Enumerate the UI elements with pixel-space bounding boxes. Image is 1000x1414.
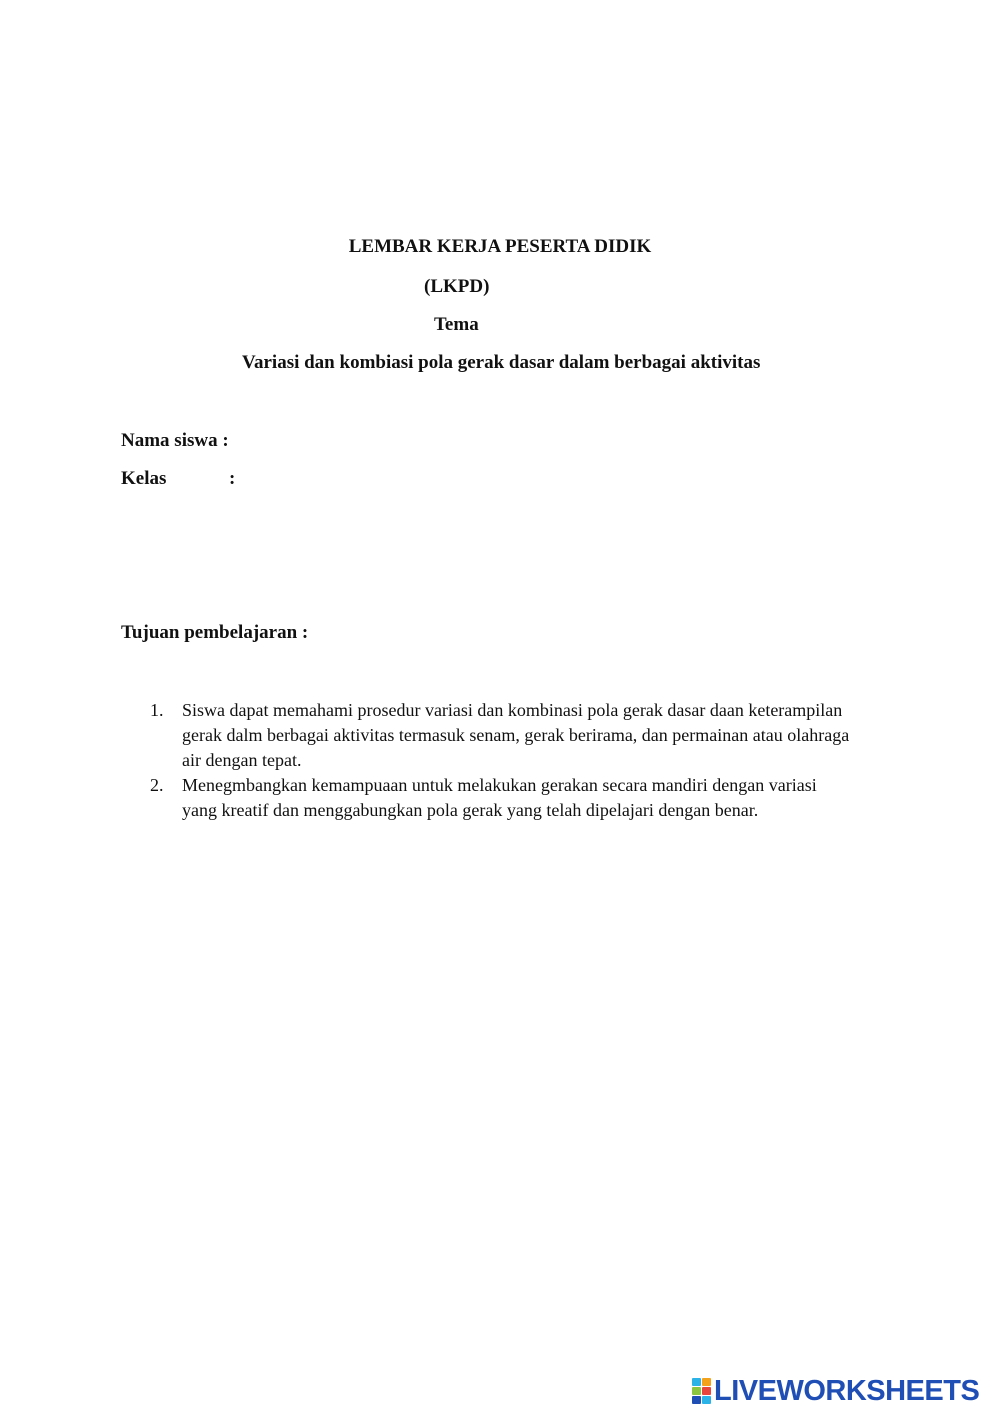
class-label: Kelas	[121, 468, 167, 489]
logo-tile	[692, 1378, 701, 1386]
objective-number: 1.	[150, 700, 164, 720]
objective-item	[150, 773, 850, 823]
theme-text: Variasi dan kombiasi pola gerak dasar dalam berbagai aktivitas	[242, 352, 761, 373]
page-subtitle: (LKPD)	[424, 276, 490, 297]
objective-text: Siswa dapat memahami prosedur variasi dan kombinasi pola gerak dasar daan keterampilan gerak dalm berbagai aktivitas termasuk senam, gerak berirama, dan permainan atau olahraga air dengan tepat.	[182, 700, 850, 770]
objective-item	[150, 698, 850, 773]
logo-tile	[702, 1396, 711, 1404]
objectives-list	[150, 698, 850, 823]
logo-tile	[692, 1387, 701, 1395]
objective-number: 2.	[150, 775, 164, 795]
objective-text: Menegmbangkan kemampuaan untuk melakukan gerakan secara mandiri dengan variasi yang kreatif dan menggabungkan pola gerak yang telah dipelajari dengan benar.	[182, 775, 817, 820]
liveworksheets-logo-icon	[692, 1378, 712, 1404]
class-label-colon: :	[229, 468, 236, 489]
watermark-text: LIVEWORKSHEETS	[714, 1374, 980, 1407]
theme-label: Tema	[434, 314, 479, 335]
logo-tile	[702, 1387, 711, 1395]
logo-tile	[702, 1378, 711, 1386]
objectives-heading: Tujuan pembelajaran :	[121, 622, 309, 643]
logo-tile	[692, 1396, 701, 1404]
page-title: LEMBAR KERJA PESERTA DIDIK	[348, 236, 652, 257]
student-name-label: Nama siswa :	[121, 430, 229, 451]
liveworksheets-watermark	[692, 1374, 979, 1408]
